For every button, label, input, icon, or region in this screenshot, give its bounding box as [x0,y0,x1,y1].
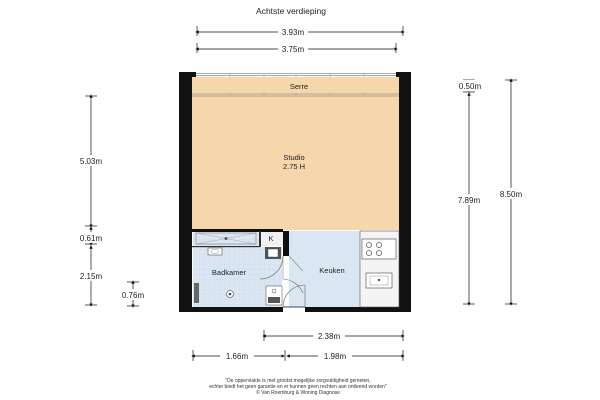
disclaimer-copyright: © Van Roemburg & Woning Diagnose [256,390,340,396]
shower-partition [192,246,259,247]
room-label-badkamer: Badkamer [211,268,247,277]
dim-left-gap: 0.61m [79,234,103,243]
dim-right-outer: 8.50m [499,190,523,199]
room-label-serre: Serre [289,82,309,91]
dim-top-inner: 3.75m [281,45,305,54]
dim-right-serre: 0.50m [458,82,482,91]
dim-bottom-kitchen: 2.38m [317,332,341,341]
dim-bottom-right: 1.98m [323,352,347,361]
room-height-studio: 2.75 H [282,162,306,171]
cooktop-icon [362,239,396,259]
dim-right-inner: 7.89m [457,196,481,205]
dim-top-outer: 3.93m [281,28,305,37]
closet-partition [259,231,261,247]
room-label-closet: K [268,234,274,243]
room-label-keuken: Keuken [319,266,345,275]
disclaimer-line-2: echter biedt het geen garantie en er kunnen geen rechten aan ontleend worden" [209,384,387,390]
washbasin-unit-icon [194,283,199,303]
dim-left-door: 0.76m [121,291,145,300]
kitchen-counter [360,231,399,307]
dim-left-bath: 2.15m [79,272,103,281]
floor-title: Achtste verdieping [256,6,326,16]
disclaimer-line-1: "De oppervlakte is met grootst mogelijke zorgvuldigheid gemeten, [225,378,371,384]
dim-left-studio: 5.03m [79,157,103,166]
room-label-studio: Studio [283,153,305,162]
dim-bottom-left: 1.66m [225,352,249,361]
